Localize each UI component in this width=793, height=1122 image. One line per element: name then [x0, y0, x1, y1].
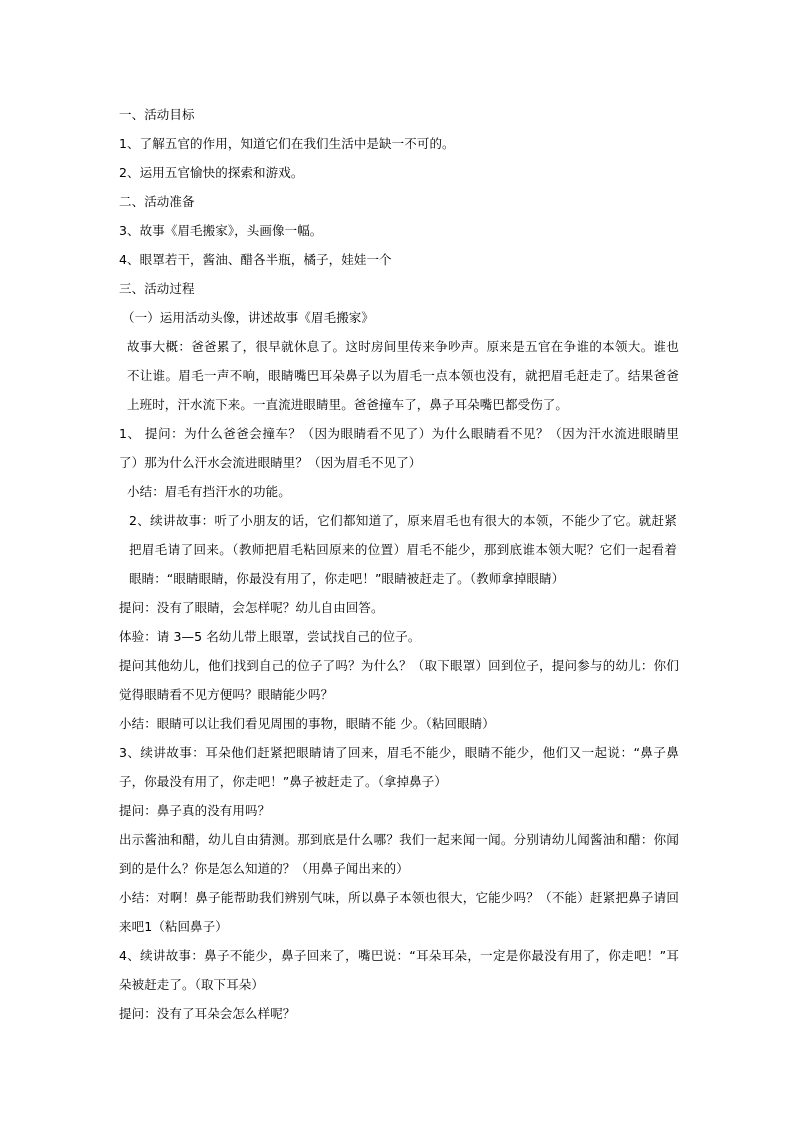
prep-3: 3、故事《眉毛搬家》，头画像一幅。	[119, 223, 323, 238]
story-continue-4: 4、续讲故事：鼻子不能少，鼻子回来了，嘴巴说：“耳朵耳朵，一定是你最没有用了，你走吧！”耳朵被赶走了。（取下耳朵）	[119, 948, 679, 992]
question-1: 1、 提问：为什么爸爸会撞车？（因为眼睛看不见了）为什么眼睛看不见？（因为汗水流进眼睛里了）那为什么汗水会流进眼睛里？（因为眉毛不见了）	[119, 426, 679, 470]
story-continue-3: 3、续讲故事：耳朵他们赶紧把眼睛请了回来，眉毛不能少，眼睛不能少，他们又一起说：“鼻子鼻子，你最没有用了，你走吧！”鼻子被赶走了。（拿掉鼻子）	[119, 745, 679, 789]
question-eyes: 提问：没有了眼睛，会怎样呢？幼儿自由回答。	[119, 600, 384, 615]
summary-eyebrow: 小结：眉毛有挡汗水的功能。	[127, 484, 291, 499]
heading-goals: 一、活动目标	[119, 107, 195, 122]
experience-blindfold: 体验：请 3—5 名幼儿带上眼罩，尝试找自己的位子。	[119, 629, 421, 644]
document-body	[119, 100, 679, 1028]
heading-process: 三、活动过程	[119, 281, 195, 296]
story-continue-2: 2、续讲故事：听了小朋友的话，它们都知道了，原来眉毛也有很大的本领，不能少了它。就赶紧把眉毛请了回来。（教师把眉毛粘回原来的位置）眉毛不能少，那到底谁本领大呢？它们一起看着眼睛：“眼睛眼睛，你最没有用了，你走吧！”眼睛被赶走了。（教师拿掉眼睛）	[129, 513, 677, 586]
story-summary: 故事大概：爸爸累了，很早就休息了。这时房间里传来争吵声。原来是五官在争谁的本领大。谁也不让谁。眉毛一声不响，眼睛嘴巴耳朵鼻子以为眉毛一点本领也没有，就把眉毛赶走了。结果爸爸上班时，汗水流下来。一直流进眼睛里。爸爸撞车了，鼻子耳朵嘴巴都受伤了。	[127, 339, 679, 412]
prep-4: 4、眼罩若干，酱油、醋各半瓶，橘子，娃娃一个	[119, 252, 392, 267]
heading-preparation: 二、活动准备	[119, 194, 195, 209]
question-nose: 提问：鼻子真的没有用吗？	[119, 803, 271, 818]
goal-2: 2、运用五官愉快的探索和游戏。	[119, 165, 304, 180]
question-ears: 提问：没有了耳朵会怎么样呢？	[119, 1006, 296, 1021]
summary-eyes: 小结：眼睛可以让我们看见周围的事物，眼睛不能 少。（粘回眼睛）	[119, 716, 495, 731]
goal-1: 1、了解五官的作用，知道它们在我们生活中是缺一不可的。	[119, 136, 455, 151]
subheading-story: （一）运用活动头像，讲述故事《眉毛搬家》	[122, 310, 375, 325]
question-others: 提问其他幼儿，他们找到自己的位子了吗？为什么？（取下眼罩）回到位子，提问参与的幼儿：你们觉得眼睛看不见方便吗？眼睛能少吗？	[119, 658, 679, 702]
summary-nose: 小结：对啊！鼻子能帮助我们辨别气味，所以鼻子本领也很大，它能少吗？（不能）赶紧把鼻子请回来吧1（粘回鼻子）	[119, 890, 679, 934]
smell-activity: 出示酱油和醋，幼儿自由猜测。那到底是什么哪？我们一起来闻一闻。分别请幼儿闻酱油和醋：你闻到的是什么？你是怎么知道的？（用鼻子闻出来的）	[119, 832, 679, 876]
